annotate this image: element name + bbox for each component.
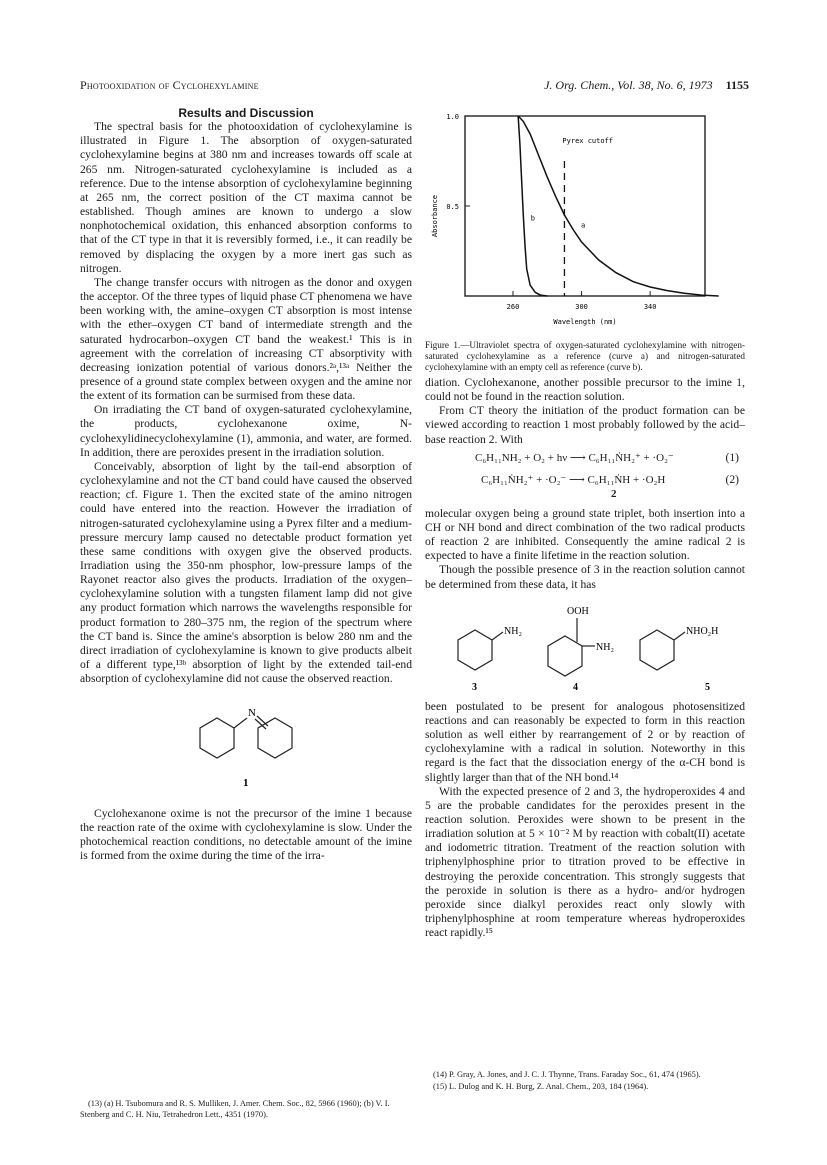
paragraph: molecular oxygen being a ground state triplet, both insertion into a CH or NH bond and direct combination of the two radical products of reaction 2 are inhibited. Consequently the amine radical 2 is expected to have a finite lifetime in the reaction solution. (425, 506, 745, 563)
chart-annotations (562, 137, 613, 296)
reaction-1-number: (1) (725, 450, 739, 464)
page-number: 1155 (725, 78, 749, 92)
x-axis-label: Wavelength (nm) (553, 318, 617, 326)
y-axis-label: Absorbance (431, 194, 439, 238)
paragraph: Though the possible presence of 3 in the reaction solution cannot be determined from these data, it has (425, 563, 745, 591)
x-tick-label-260: 260 (506, 303, 520, 311)
paragraph: On irradiating the CT band of oxygen-saturated cyclohexylamine, the products, cyclohexanone oxime, N-cyclohexylidinecyclohexylamine (1), ammonia, and water, are formed. In addition, there are peroxides present in the irradiation solution. (80, 403, 412, 459)
compound-label-1: 1 (243, 777, 249, 790)
footnote-14: (14) P. Gray, A. Jones, and J. C. J. Thynne, Trans. Faraday Soc., 61, 474 (1965). (433, 1070, 701, 1079)
footnotes-right (425, 1070, 745, 1093)
paragraph: been postulated to be present for analogous photosensitized reactions and can reasonably be expected to form in this reaction solution as well either by rearrangement of 2 or by reaction of cyclohexylamine with a radical in solution. Noteworthy in this regard is the fact that the dissociation energy of the α-CH bond is slightly larger than that of the NH bond.¹⁴ (425, 699, 745, 784)
compound-label-5: 5 (705, 681, 710, 693)
compound-label-4: 4 (573, 681, 578, 693)
reaction-1 (425, 451, 745, 469)
paragraph: The spectral basis for the photooxidation of cyclohexylamine is illustrated in Figure 1. The absorption of oxygen-saturated cyclohexylamine begins at 380 nm and increases towards off scale at 265 nm. Nitrogen-saturated cyclohexylamine is included as a reference. Due to the intense absorption of cyclohexylamine beginning at 265 nm, the correct position of the CT maxima cannot be established. Though amines are known to undergo a slow nonphotochemical oxidation, this enhanced absorption conforms to that of the CT type in that it is reversibly formed, i.e., it can readily be removed by displacing the oxygen by a more inert gas such as nitrogen. (80, 120, 412, 275)
pyrex-cutoff-label: Pyrex cutoff (562, 137, 614, 145)
paragraph: From CT theory the initiation of the product formation can be viewed according to reaction 1 most probably followed by the acid–base reaction 2. With (425, 404, 745, 446)
paragraph: With the expected presence of 2 and 3, the hydroperoxides 4 and 5 are the probable candidates for the peroxides present in the reaction solution. Peroxides were shown to be present in the irradiation solution at 5 × 10⁻² M by reaction with cobalt(II) acetate and iodometric titration. Treatment of the reaction solution with triphenylphosphine prior to titration proved to be effective in destroying the peroxide concentration. This strongly suggests that the peroxide in solution is there as a hydro- and/or hydrogen peroxide since dialkyl peroxides react only slowly with triphenylphosphine at room temperature whereas hydroperoxides react rapidly.¹⁵ (425, 784, 745, 940)
structure-1-imine (80, 696, 412, 796)
group-4-nh2: NH₂ (596, 641, 614, 653)
cyclohexane-ring-right (258, 718, 292, 758)
group-4-ooh: OOH (567, 605, 589, 617)
reaction-2 (425, 473, 745, 503)
figure-1-uv-spectrum-chart (425, 106, 745, 338)
y-tick-label-0.5: 0.5 (446, 203, 459, 211)
paragraph: diation. Cyclohexanone, another possible precursor to the imine 1, could not be found in the reaction solution. (425, 376, 745, 404)
running-header-citation (544, 78, 749, 93)
reaction-2-number: (2) (725, 472, 739, 486)
cyclohexane-ring-5 (640, 630, 674, 670)
curve-a (518, 116, 719, 296)
structures-3-4-5 (425, 598, 745, 694)
imine-bond (234, 718, 247, 728)
y-tick-label-1.0: 1.0 (446, 113, 459, 121)
figure-1-caption: Figure 1.—Ultraviolet spectra of oxygen-saturated cyclohexylamine with nitrogen-saturated cyclohexylamine as a reference (curve a) and nitrogen-saturated cyclohexylamine with an empty cell as reference (curve b). (425, 340, 745, 373)
cyclohexane-ring-3 (458, 630, 492, 670)
reaction-1-equation: C₆H₁₁NH₂ + O₂ + hν ⟶ C₆H₁₁ṄH₂⁺ + ·O₂⁻ (475, 451, 674, 464)
x-tick-label-300: 300 (575, 303, 588, 311)
bond-5 (674, 632, 685, 640)
double-bond-a (257, 716, 268, 726)
compound-label-3: 3 (472, 681, 477, 693)
footnote-15: (15) L. Dulog and K. H. Burg, Z. Anal. Chem., 203, 184 (1964). (433, 1081, 649, 1091)
footnotes-left (80, 1099, 412, 1121)
bond-3 (492, 632, 503, 640)
paragraph: Cyclohexanone oxime is not the precursor of the imine 1 because the reaction rate of the oxime with cyclohexylamine is slow. Under the photochemical reaction conditions, no detectable amount of the imine is formed from the oxime during the time of the irra- (80, 806, 412, 863)
paragraph: Conceivably, absorption of light by the tail-end absorption of cyclohexylamine and not the CT band could have caused the observed reaction; cf. Figure 1. Then the excited state of the amino nitrogen could have entered into the reaction. However the irradiation of nitrogen-saturated cyclohexylamine using a Pyrex filter and a medium-pressure mercury lamp caused no detectable product formation yet these same conditions with oxygen give the observed products. Irradiation using the 350-nm phosphor, low-pressure lamps of the Rayonet reactor also gives the products. Irradiation of the oxygen–cyclohexylamine solution with a tungsten filament lamp did not give any product formation which narrows the wavelengths responsible for product formation to 280–375 nm, the region of the spectrum where the CT band is. Since the amine's absorption is below 280 nm and the direct irradiation of cyclohexylamine is known to give products albeit of a different type,¹³ᵇ absorption of light by the extended tail-end absorption of cyclohexylamine did not cause the observed reaction. (80, 459, 412, 686)
paragraph: The change transfer occurs with nitrogen as the donor and oxygen the acceptor. Of the three types of liquid phase CT phenomena we have been working with, the amine–oxygen CT absorption is most intense with the ether–oxygen CT band of intermediate strength and the saturated hydrocarbon–oxygen CT band the weakest.¹ This is in agreement with the correlation of increasing CT absorptivity with decreasing ionization potential of various donors.²ᵃ,¹³ᵃ Neither the presence of a ground state complex between oxygen and the amine nor the extent of its formation can be surmised from these data. (80, 275, 412, 403)
footnote-13: (13) (a) H. Tsubomura and R. S. Mulliken, J. Amer. Chem. Soc., 82, 5966 (1960); (b) V. I. Stenberg and C. H. Niu, Tetrahedron Lett., 4351 (1970). (80, 1099, 390, 1119)
journal-citation: J. Org. Chem., Vol. 38, No. 6, 1973 (544, 78, 713, 92)
curve-label-b: b (530, 214, 535, 223)
cyclohexane-ring-left (200, 718, 234, 758)
section-title: Results and Discussion (178, 106, 314, 120)
left-column (80, 106, 412, 863)
x-tick-label-340: 340 (643, 303, 657, 311)
nitrogen-atom: N (248, 707, 256, 720)
compound-label-2: 2 (611, 487, 617, 500)
group-3: NH₂ (504, 625, 522, 637)
reaction-2-equation: C₆H₁₁ṄH₂⁺ + ·O₂⁻ ⟶ C₆H₁₁ṄH + ·O₂H (481, 473, 666, 486)
group-5: NHO₂H (686, 625, 719, 637)
curve-label-a: a (581, 221, 586, 230)
chart-series (518, 116, 719, 296)
running-header-title: Photooxidation of Cyclohexylamine (80, 78, 259, 92)
curve-b (518, 116, 547, 296)
right-column (425, 376, 745, 940)
